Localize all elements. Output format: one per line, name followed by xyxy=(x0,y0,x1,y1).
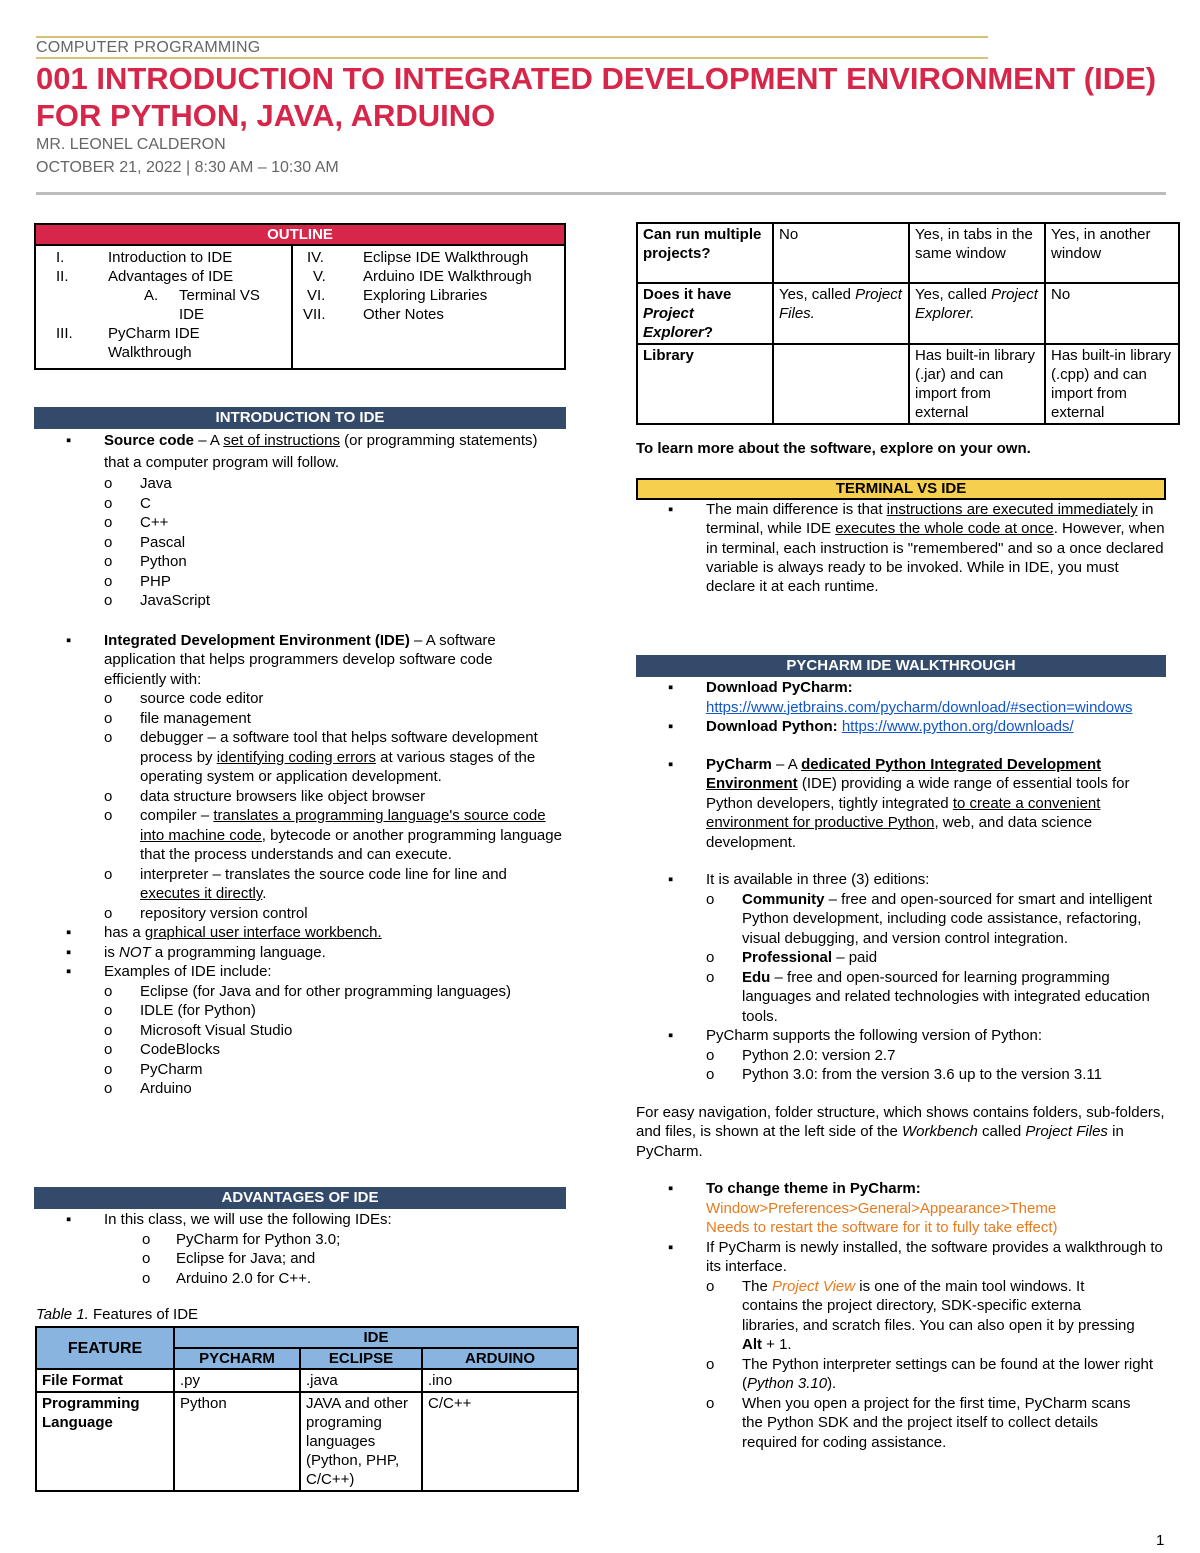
outline-box xyxy=(34,223,566,370)
text-bold: Alt xyxy=(742,1336,762,1353)
text: Yes, called xyxy=(915,286,992,303)
text-underlined: executes it directly xyxy=(140,885,263,902)
table-header-pycharm: PYCHARM xyxy=(174,1348,300,1369)
table-row xyxy=(637,344,1179,424)
text-bold-underlined: dedicated Python Integrated Development Environment xyxy=(706,755,1102,792)
text-bold: To change theme in PyCharm: xyxy=(706,1180,921,1197)
list-item: PHP xyxy=(140,572,171,590)
course-name: COMPUTER PROGRAMMING xyxy=(36,39,261,56)
text: – A software application that helps programmers develop software code efficiently with: xyxy=(104,631,496,688)
text: It is available in three (3) editions: xyxy=(706,871,930,888)
text: PyCharm supports the following version of Python: xyxy=(706,1027,1042,1044)
text: For easy navigation, folder structure, which shows contains folders, sub-folders, and files, is shown at the left side of the xyxy=(636,1103,1165,1140)
text: bytecode or another programming language that the process understands and can execute. xyxy=(140,826,562,863)
text: has a xyxy=(104,924,145,941)
square-bullet-icon: ▪ xyxy=(668,679,674,696)
text-underlined: translates a programming language's source code into machine code, xyxy=(140,807,546,844)
table-cell: No xyxy=(1045,283,1179,344)
text: The xyxy=(742,1277,773,1295)
text: (or programming statements) that a computer program will follow. xyxy=(104,432,538,471)
outline-num: VI. xyxy=(307,287,326,304)
text: . However, when in terminal, each instruction is "remembered" and so a once declared variable is always ready to be invoked. While in IDE, you must declare it at each runtime. xyxy=(706,520,1165,596)
square-bullet-icon: ▪ xyxy=(668,718,674,735)
table-header-ide: IDE xyxy=(174,1327,578,1348)
section-intro-heading: INTRODUCTION TO IDE xyxy=(34,407,566,429)
list-item: data structure browsers like object browser xyxy=(140,787,426,805)
table-cell: .py xyxy=(174,1369,300,1392)
page-title: 001 INTRODUCTION TO INTEGRATED DEVELOPMENT ENVIRONMENT (IDE) FOR PYTHON, JAVA, ARDUINO xyxy=(36,61,1157,133)
term-source-code: Source code xyxy=(104,432,195,449)
text: – A xyxy=(771,755,802,773)
outline-item-arduino: Arduino IDE Walkthrough xyxy=(363,268,532,285)
section-pycharm-heading: PYCHARM IDE WALKTHROUGH xyxy=(636,655,1166,677)
table-cell xyxy=(909,283,1045,344)
instructor: MR. LEONEL CALDERON xyxy=(36,136,226,153)
theme-path: Window>Preferences>General>Appearance>Theme xyxy=(706,1199,1057,1217)
advantages-content: ▪ In this class, we will use the following IDEs: o PyCharm for Python 3.0; o Eclipse for Java; and o Arduino 2.0 for C++. xyxy=(66,1211,392,1287)
pycharm-content: ▪ Download PyCharm: https://www.jetbrains.com/pycharm/download/#section=windows ▪ Download Python: https://www.python.org/downloads/ ▪ PyCharm – A dedicated Python Integrated Development Environment (IDE) providing a wide range of essential tools for Python developers, tightly integrated to create a convenient environment for productive Python, web, and data science development. ▪ It is available in three (3) editions: o Community – free and open-sourced for smart and intelligent Python development, including code assistance, refactoring, visual debugging, and version control integration. o Professional – paid o Edu – free and open-sourced for learning programming languages and related technologies with integrated education tools. ▪ PyCharm supports the following version of Python: o Python 2.0: version 2.7 o Python 3.0: from the version 3.6 up to the version 3.11 For easy navigation, folder structure, which shows contains folders, sub-folders, and files, is shown at the left side of the Workbench called Project Files in PyCharm. ▪ To change theme in PyCharm: Window>Preferences>General>Appearance>Theme Needs to restart the software for it to fully take effect) ▪ If PyCharm is newly installed, the software provides a walkthrough to its interface. o The Project View is one of the main tool windows. It contains the project directory, SDK-specific externa libraries, and scratch files. You can also open it by pressing Alt + 1. o The Python interpreter settings can be found at the lower right (Python 3.10). o When you open a project for the first time, PyCharm scans the Python SDK and the project itself to collect details required for coding assistance. xyxy=(636,679,1165,1451)
outline-right xyxy=(292,245,565,369)
text: – A xyxy=(194,432,224,449)
text: In this class, we will use the following IDEs: xyxy=(104,1211,392,1228)
text: The main difference is that xyxy=(706,501,887,518)
table-cell: File Format xyxy=(36,1369,174,1392)
text-italic: Python 3.10 xyxy=(747,1375,828,1392)
pycharm-download-link[interactable]: https://www.jetbrains.com/pycharm/download/#section=windows xyxy=(706,698,1133,716)
features-table-continued xyxy=(636,222,1180,425)
text-bold: Community xyxy=(742,890,825,908)
text-italic: Workbench xyxy=(902,1123,978,1140)
text: a programming language. xyxy=(150,943,326,961)
text: Yes, called xyxy=(779,286,856,303)
outline-num: VII. xyxy=(303,306,326,323)
table-row xyxy=(36,1392,578,1491)
list-item: Microsoft Visual Studio xyxy=(140,1021,293,1039)
list-item: Eclipse (for Java and for other programming languages) xyxy=(140,982,512,1000)
list-item: repository version control xyxy=(140,904,308,922)
text: – free and open-sourced for smart and intelligent Python development, including code assistance, refactoring, visual debugging, and version control integration. xyxy=(742,890,1153,947)
text-italic: Project Files. xyxy=(779,286,902,322)
text: in PyCharm. xyxy=(636,1123,1124,1160)
table-cell: Programming Language xyxy=(36,1392,174,1491)
text: – free and open-sourced for learning programming languages and related technologies with integrated education tools. xyxy=(742,968,1150,1025)
terminal-content xyxy=(636,500,1166,596)
text: Features of IDE xyxy=(88,1306,199,1323)
list-item: PyCharm xyxy=(140,1060,203,1078)
outline-num: IV. xyxy=(307,249,324,266)
text: Does it have xyxy=(643,286,732,303)
text-italic: Project Explorer. xyxy=(915,286,1038,322)
text-italic: NOT xyxy=(119,943,151,961)
square-bullet-icon: ▪ xyxy=(66,1211,72,1228)
table-header-eclipse: ECLIPSE xyxy=(300,1348,422,1369)
outline-num: I. xyxy=(56,249,65,266)
square-bullet-icon: ▪ xyxy=(668,1027,674,1044)
table-header-arduino: ARDUINO xyxy=(422,1348,578,1369)
outline-left xyxy=(35,245,292,369)
list-item: C xyxy=(140,494,151,512)
navigation-paragraph xyxy=(636,1103,1166,1162)
table-cell: Library xyxy=(637,344,773,424)
text: , web, and data science development. xyxy=(706,814,1093,851)
table-cell: Can run multiple projects? xyxy=(637,223,773,283)
text: Examples of IDE include: xyxy=(104,963,272,980)
list-item: file management xyxy=(140,709,251,727)
header-divider xyxy=(36,192,1166,195)
outline-num: A. xyxy=(144,287,159,304)
text-underlined: graphical user interface workbench. xyxy=(144,924,382,941)
date-time: OCTOBER 21, 2022 | 8:30 AM – 10:30 AM xyxy=(36,159,339,176)
outline-item-notes: Other Notes xyxy=(363,306,444,323)
text-bold: Download PyCharm: xyxy=(706,679,853,696)
text: . xyxy=(262,885,267,902)
table-cell xyxy=(773,283,909,344)
text: in terminal, while IDE xyxy=(706,501,1154,538)
text: The Python interpreter settings can be found at the lower right ( xyxy=(742,1355,1154,1392)
list-item: Java xyxy=(140,475,172,492)
text-italic: Project Explorer xyxy=(643,305,704,341)
table-cell: JAVA and other programing languages (Python, PHP, C/C++) xyxy=(300,1392,422,1491)
text: – paid xyxy=(832,949,878,966)
text: ? xyxy=(703,324,714,341)
text-bold: Edu xyxy=(742,968,771,986)
square-bullet-icon: ▪ xyxy=(66,963,72,980)
text-underlined: set of instructions xyxy=(223,432,340,449)
header-rule xyxy=(36,57,988,59)
outline-item-advantages: Advantages of IDE xyxy=(108,268,234,285)
list-item: Arduino 2.0 for C++. xyxy=(176,1269,312,1287)
term-ide: Integrated Development Environment (IDE) xyxy=(104,631,410,649)
table-cell: .ino xyxy=(422,1369,578,1392)
table-row xyxy=(637,223,1179,283)
text: is xyxy=(104,943,119,961)
table-row xyxy=(36,1369,578,1392)
text: + 1. xyxy=(762,1336,792,1353)
square-bullet-icon: ▪ xyxy=(668,1180,674,1197)
table-header-feature: FEATURE xyxy=(36,1327,174,1369)
outline-item-pycharm: PyCharm IDE Walkthrough xyxy=(108,325,200,361)
table-cell: Yes, in another window xyxy=(1045,223,1179,283)
square-bullet-icon: ▪ xyxy=(668,755,674,773)
features-table xyxy=(35,1326,579,1492)
outline-item-intro: Introduction to IDE xyxy=(108,249,233,266)
theme-note: Needs to restart the software for it to fully take effect) xyxy=(706,1219,1058,1236)
list-item: Eclipse for Java; and xyxy=(176,1250,316,1267)
square-bullet-icon: ▪ xyxy=(668,871,674,888)
outline-item-libraries: Exploring Libraries xyxy=(363,287,488,304)
outline-num: II. xyxy=(56,268,69,285)
table-row xyxy=(637,283,1179,344)
text-underlined: instructions are executed immediately xyxy=(886,501,1138,518)
list-item: source code editor xyxy=(140,690,264,707)
outline-heading: OUTLINE xyxy=(35,224,565,245)
text-italic: Project View xyxy=(772,1277,856,1295)
text: debugger – a software tool that helps software development process by xyxy=(140,729,538,766)
list-item: When you open a project for the first time, PyCharm scans the Python SDK and the project itself to collect details required for coding assistance. xyxy=(742,1394,1131,1451)
table-cell: Python xyxy=(174,1392,300,1491)
square-bullet-icon: ▪ xyxy=(668,1238,674,1256)
square-bullet-icon: ▪ xyxy=(66,943,72,961)
list-item: C++ xyxy=(140,514,169,531)
square-bullet-icon: ▪ xyxy=(66,924,72,941)
table-cell: C/C++ xyxy=(422,1392,578,1491)
page-number: 1 xyxy=(1156,1532,1165,1549)
text: called xyxy=(977,1123,1026,1140)
python-download-link[interactable]: https://www.python.org/downloads/ xyxy=(841,718,1074,735)
outline-num: III. xyxy=(56,325,73,342)
outline-num: V. xyxy=(313,268,326,285)
text-underlined: identifying coding errors xyxy=(216,748,376,766)
header-top-rule xyxy=(36,36,988,38)
table-cell: .java xyxy=(300,1369,422,1392)
list-item: JavaScript xyxy=(140,592,211,609)
outline-item-terminal: Terminal VS IDE xyxy=(179,287,260,323)
text: ). xyxy=(827,1375,837,1392)
table-cell: Has built-in library (.cpp) and can import from external xyxy=(1045,344,1179,424)
table-cell: No xyxy=(773,223,909,283)
list-item: CodeBlocks xyxy=(140,1041,221,1058)
list-item: Pascal xyxy=(140,533,186,551)
intro-content: ▪ Source code – A set of instructions (or programming statements) that a computer program will follow. o Java o C o C++ o Pascal o Python o PHP o JavaScript ▪ Integrated Development Environment (IDE) – A software application that helps programmers develop software code efficiently with: o source code editor o file management o debugger – a software tool that helps software development process by identifying coding errors at various stages of the operating system or application development. o data structure browsers like object browser o compiler – translates a programming language's source code into machine code, bytecode or another programming language that the process understands and can execute. o interpreter – translates the source code line for line and executes it directly. o repository version control ▪ has a graphical user interface workbench. ▪ is NOT a programming language. ▪ Examples of IDE include: o Eclipse (for Java and for other programming languages) o IDLE (for Python) o Microsoft Visual Studio o CodeBlocks o PyCharm o Arduino xyxy=(34,430,566,1099)
square-bullet-icon: ▪ xyxy=(66,432,72,449)
section-terminal-heading: TERMINAL VS IDE xyxy=(636,478,1166,500)
text: If PyCharm is newly installed, the software provides a walkthrough to its interface. xyxy=(706,1238,1163,1275)
list-item: PyCharm for Python 3.0; xyxy=(176,1230,341,1248)
text-bold: Download Python: xyxy=(706,718,838,735)
text-underlined: to create a convenient environment for productive Python xyxy=(706,794,1101,831)
list-item: Python xyxy=(140,553,187,570)
list-item: Python 3.0: from the version 3.6 up to the version 3.11 xyxy=(742,1066,1102,1083)
text: compiler – xyxy=(140,807,214,824)
section-advantages-heading: ADVANTAGES OF IDE xyxy=(34,1187,566,1209)
table-cell: Yes, in tabs in the same window xyxy=(909,223,1045,283)
text: is one of the main tool windows. It contains the project directory, SDK-specific externa libraries, and scratch files. You can also open it by pressing xyxy=(742,1277,1135,1334)
list-item: Python 2.0: version 2.7 xyxy=(742,1046,896,1064)
square-bullet-icon: ▪ xyxy=(66,631,72,649)
table-caption xyxy=(36,1306,198,1323)
text-underlined: executes the whole code at once xyxy=(835,520,1054,538)
text-bold: PyCharm xyxy=(706,755,772,773)
languages-list: o Java o C o C++ o Pascal o Python o PHP o JavaScript xyxy=(104,475,211,609)
square-bullet-icon: ▪ xyxy=(668,501,674,518)
table-cell xyxy=(773,344,909,424)
list-item: IDLE (for Python) xyxy=(140,1002,256,1019)
text: (IDE) providing a wide range of essential tools for Python developers, tightly integrated xyxy=(706,775,1130,812)
table-cell: Has built-in library (.jar) and can import from external xyxy=(909,344,1045,424)
text-italic: Table 1. xyxy=(36,1306,89,1323)
text: interpreter – translates the source code line for line and xyxy=(140,865,507,883)
list-item: Arduino xyxy=(140,1080,192,1097)
explore-note: To learn more about the software, explore on your own. xyxy=(636,440,1031,457)
text-italic: Project Files xyxy=(1025,1123,1108,1140)
outline-item-eclipse: Eclipse IDE Walkthrough xyxy=(363,249,529,266)
text-bold: Professional xyxy=(742,949,833,966)
table-cell xyxy=(637,283,773,344)
text: at various stages of the operating system or application development. xyxy=(140,748,536,785)
